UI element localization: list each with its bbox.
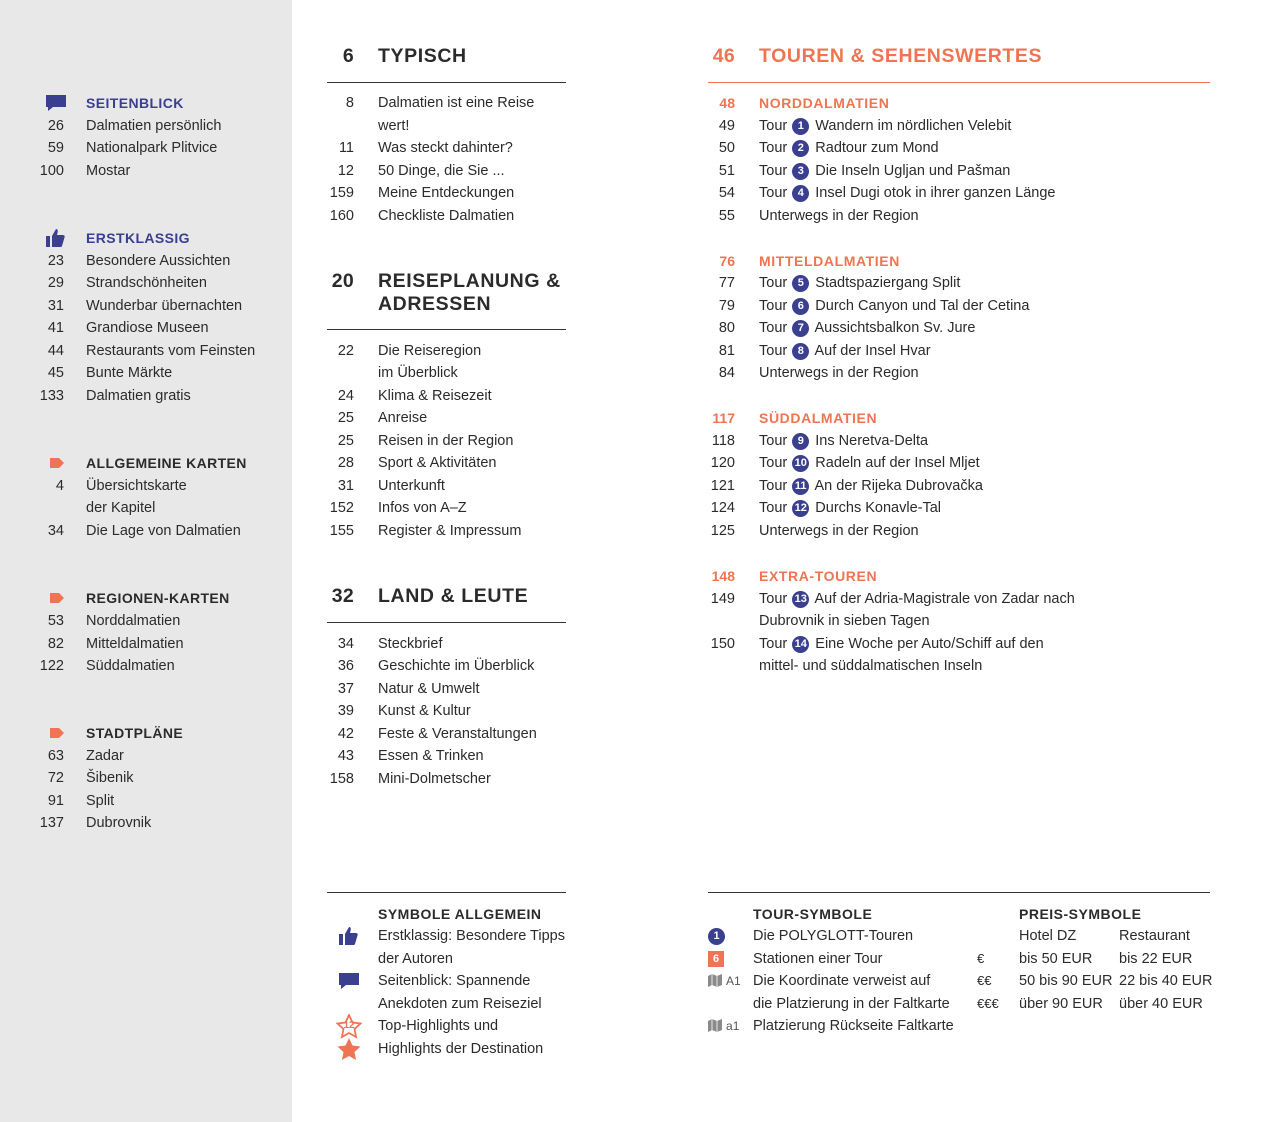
item-label: Wunderbar übernachten	[86, 298, 243, 314]
region-page-number: 148	[711, 568, 735, 584]
price-restaurant: über 40 EUR	[1119, 996, 1203, 1012]
page-number: 100	[39, 163, 64, 179]
item-label: An der Rijeka Dubrovačka	[814, 478, 983, 494]
page-number: 12	[337, 163, 354, 179]
tour-number-badge: 14	[792, 636, 809, 653]
item-label: Meine Entdeckungen	[378, 185, 515, 201]
item-label: Dalmatien ist eine Reise	[378, 95, 535, 111]
tour-word: Tour	[759, 320, 788, 336]
item-label: Dalmatien gratis	[86, 388, 191, 404]
item-label: Norddalmatien	[86, 613, 181, 629]
item-label: Radeln auf der Insel Mljet	[815, 455, 980, 471]
tour-word: Tour	[759, 163, 788, 179]
item-label: Zadar	[86, 748, 124, 764]
item-label: Sport & Aktivitäten	[378, 455, 497, 471]
list-item[interactable]	[0, 745, 700, 767]
page-number: 80	[718, 320, 735, 336]
tour-item[interactable]	[0, 160, 1275, 182]
section-page-number: 46	[712, 45, 735, 67]
tour-number-badge: 4	[792, 185, 809, 202]
region-page-number: 76	[719, 253, 735, 269]
price-hotel: über 90 EUR	[1019, 996, 1103, 1012]
region-title-sueddalmatien[interactable]: SÜDDALMATIEN	[759, 410, 878, 426]
item-label: Dubrovnik	[86, 815, 152, 831]
item-label: Mitteldalmatien	[86, 636, 184, 652]
page-number: 55	[718, 208, 735, 224]
tour-word: Tour	[759, 298, 788, 314]
list-item[interactable]	[0, 362, 1275, 384]
price-hotel: 50 bis 90 EUR	[1019, 973, 1113, 989]
section-title-reiseplanung[interactable]: REISEPLANUNG &	[378, 270, 561, 292]
section-page-number: 32	[331, 585, 354, 607]
tour-item[interactable]	[0, 588, 1275, 610]
page-number: 118	[711, 433, 735, 449]
page-number: 152	[329, 500, 354, 516]
tour-number-badge: 5	[792, 275, 809, 292]
page-number: 120	[710, 455, 735, 471]
page-number: 81	[718, 343, 735, 359]
tour-word: Tour	[759, 118, 788, 134]
legend-title-tour-symbole: TOUR-SYMBOLE	[753, 906, 873, 922]
item-label: Restaurants vom Feinsten	[86, 343, 256, 359]
legend-text: Die POLYGLOTT-Touren	[753, 928, 914, 944]
coordinate-label: a1	[726, 1019, 740, 1033]
item-label: Register & Impressum	[378, 523, 522, 539]
item-label: Besondere Aussichten	[86, 253, 231, 269]
legend-text: die Platzierung in der Faltkarte	[753, 996, 950, 1012]
list-item[interactable]	[0, 205, 1275, 227]
page-number: 124	[710, 500, 735, 516]
page-number: 23	[47, 253, 64, 269]
tour-item[interactable]	[0, 137, 1275, 159]
map-icon	[708, 1017, 722, 1039]
item-label: Auf der Insel Hvar	[814, 343, 931, 359]
page-number: 31	[337, 478, 354, 494]
item-label: 50 Dinge, die Sie ...	[378, 163, 505, 179]
section-title-stadtplaene[interactable]: STADTPLÄNE	[86, 725, 184, 741]
page-number: 158	[329, 771, 354, 787]
divider	[708, 82, 1210, 83]
tour-number-badge: 6	[792, 298, 809, 315]
tour-word: Tour	[759, 455, 788, 471]
tour-word: Tour	[759, 343, 788, 359]
item-label: Essen & Trinken	[378, 748, 484, 764]
tour-number-badge: 1	[792, 118, 809, 135]
page-number: 72	[47, 770, 64, 786]
price-restaurant: bis 22 EUR	[1119, 951, 1193, 967]
price-symbol: €€€	[977, 996, 999, 1011]
divider	[327, 82, 566, 83]
page-number: 160	[329, 208, 354, 224]
list-item[interactable]	[0, 812, 292, 834]
item-label: Split	[86, 793, 115, 809]
tour-word: Tour	[759, 500, 788, 516]
section-title-erstklassig[interactable]: ERSTKLASSIG	[86, 230, 190, 246]
tour-number-badge: 9	[792, 433, 809, 450]
section-page-number: 6	[342, 45, 354, 67]
item-label: Radtour zum Mond	[815, 140, 939, 156]
tour-word: Tour	[759, 140, 788, 156]
page-number: 4	[55, 478, 64, 494]
region-title-extra-touren[interactable]: EXTRA-TOUREN	[759, 568, 878, 584]
page-number: 150	[710, 636, 735, 652]
item-label: der Kapitel	[86, 500, 156, 516]
section-title-allgemeine-karten[interactable]: ALLGEMEINE KARTEN	[86, 455, 247, 471]
item-label: Unterwegs in der Region	[759, 208, 919, 224]
price-header-hotel: Hotel DZ	[1019, 928, 1077, 944]
tour-word: Tour	[759, 185, 788, 201]
legend-symbol	[708, 948, 738, 970]
page-number: 91	[47, 793, 64, 809]
tour-item[interactable]	[0, 295, 1275, 317]
price-header-restaurant: Restaurant	[1119, 928, 1190, 944]
tour-item[interactable]	[0, 340, 1275, 362]
item-label: Šibenik	[86, 770, 134, 786]
region-page-number: 48	[719, 95, 735, 111]
star-number: 12	[343, 1020, 355, 1031]
item-label: Klima & Reisezeit	[378, 388, 492, 404]
item-label: Checkliste Dalmatien	[378, 208, 515, 224]
page-number: 159	[329, 185, 354, 201]
section-title-land-leute[interactable]: LAND & LEUTE	[378, 585, 529, 607]
region-page-number: 117	[712, 410, 735, 426]
page-number: 44	[47, 343, 64, 359]
item-label: Was steckt dahinter?	[378, 140, 513, 156]
tour-item[interactable]	[0, 317, 1275, 339]
list-item[interactable]	[0, 790, 292, 812]
tour-item-continuation	[0, 610, 1275, 632]
item-label: Aussichtsbalkon Sv. Jure	[814, 320, 976, 336]
section-page-number: 20	[331, 270, 354, 292]
tour-item[interactable]	[0, 452, 1275, 474]
legend-text: Highlights der Destination	[378, 1041, 544, 1057]
item-label: Insel Dugi otok in ihrer ganzen Länge	[815, 185, 1056, 201]
page-number: 8	[345, 95, 354, 111]
legend-title-preis-symbole: PREIS-SYMBOLE	[1019, 906, 1142, 922]
page-number: 24	[337, 388, 354, 404]
legend-text: der Autoren	[378, 951, 453, 967]
page-number: 26	[47, 118, 64, 134]
section-title-reiseplanung-line2: ADRESSEN	[378, 293, 492, 315]
page-number: 37	[337, 681, 354, 697]
page-number: 155	[329, 523, 354, 539]
legend-text: Die Koordinate verweist auf	[753, 973, 931, 989]
item-label: Geschichte im Überblick	[378, 658, 535, 674]
item-label: Mini-Dolmetscher	[378, 771, 491, 787]
page-number: 122	[39, 658, 64, 674]
list-item[interactable]	[0, 700, 700, 722]
page-number: 149	[710, 591, 735, 607]
page-number: 28	[337, 455, 354, 471]
page-number: 42	[337, 726, 354, 742]
list-item[interactable]	[0, 250, 292, 272]
page-number: 137	[39, 815, 64, 831]
item-label: Mostar	[86, 163, 131, 179]
item-label: Auf der Adria-Magistrale von Zadar nach	[814, 591, 1075, 607]
page-number: 22	[337, 343, 354, 359]
item-label: Ins Neretva-Delta	[815, 433, 929, 449]
page-number: 29	[47, 275, 64, 291]
item-label: Süddalmatien	[86, 658, 175, 674]
item-label: Natur & Umwelt	[378, 681, 480, 697]
tour-item[interactable]	[0, 430, 1275, 452]
page-number: 11	[338, 140, 354, 156]
legend-text: Seitenblick: Spannende	[378, 973, 531, 989]
list-item[interactable]	[0, 385, 700, 407]
price-symbol: €€	[977, 973, 992, 988]
tour-number-badge: 10	[792, 455, 809, 472]
page-number: 82	[47, 636, 64, 652]
region-title-mitteldalmatien[interactable]: MITTELDALMATIEN	[759, 253, 900, 269]
tour-word: Tour	[759, 636, 788, 652]
page-number: 133	[39, 388, 64, 404]
tour-word: Tour	[759, 591, 788, 607]
legend-text: Erstklassig: Besondere Tipps	[378, 928, 565, 944]
item-label: Eine Woche per Auto/Schiff auf den	[815, 636, 1044, 652]
thumbs-up-icon	[45, 227, 67, 249]
item-label: Bunte Märkte	[86, 365, 173, 381]
item-label: Durch Canyon und Tal der Cetina	[815, 298, 1030, 314]
tour-word: Tour	[759, 433, 788, 449]
list-item[interactable]	[0, 723, 700, 745]
tour-number-badge: 11	[792, 478, 809, 495]
legend-title-symbole-allgemein: SYMBOLE ALLGEMEIN	[378, 906, 542, 922]
item-label: Dalmatien persönlich	[86, 118, 222, 134]
page-number: 49	[718, 118, 735, 134]
list-item[interactable]	[0, 92, 700, 114]
item-label: Unterwegs in der Region	[759, 365, 919, 381]
tour-number-badge: 3	[792, 163, 809, 180]
map-icon	[708, 972, 722, 994]
page-number: 84	[718, 365, 735, 381]
item-label: im Überblick	[378, 365, 458, 381]
star-icon	[336, 1037, 362, 1063]
item-label: Steckbrief	[378, 636, 443, 652]
tour-item[interactable]	[0, 115, 1275, 137]
divider	[708, 892, 1210, 893]
page-number: 59	[47, 140, 64, 156]
page-number: 31	[47, 298, 64, 314]
list-item[interactable]	[0, 520, 1275, 542]
page-number: 25	[337, 433, 354, 449]
legend-symbol	[708, 925, 738, 947]
region-title-norddalmatien[interactable]: NORDDALMATIEN	[759, 95, 890, 111]
tour-number-badge: 13	[792, 591, 809, 608]
item-label: Die Inseln Ugljan und Pašman	[815, 163, 1011, 179]
tour-number-badge: 12	[792, 500, 809, 517]
page-number: 63	[47, 748, 64, 764]
section-title-touren[interactable]: TOUREN & SEHENSWERTES	[759, 45, 1043, 67]
page-number: 50	[718, 140, 735, 156]
page-number: 41	[47, 320, 64, 336]
item-label: Reisen in der Region	[378, 433, 514, 449]
item-label: Nationalpark Plitvice	[86, 140, 218, 156]
page-number: 53	[47, 613, 64, 629]
page-number: 54	[718, 185, 735, 201]
legend-text: Platzierung Rückseite Faltkarte	[753, 1018, 954, 1034]
price-symbol: €	[977, 951, 985, 966]
item-label: Übersichtskarte	[86, 478, 187, 494]
page-number: 51	[718, 163, 735, 179]
tour-number-badge: 1	[708, 928, 725, 945]
item-label: Die Lage von Dalmatien	[86, 523, 241, 539]
list-item[interactable]	[0, 678, 700, 700]
divider	[327, 892, 566, 893]
item-label: Durchs Konavle-Tal	[815, 500, 942, 516]
legend-symbol	[708, 970, 748, 992]
section-title-typisch[interactable]: TYPISCH	[378, 45, 467, 67]
coordinate-label: A1	[726, 974, 741, 988]
page-number: 25	[337, 410, 354, 426]
tour-number-badge: 2	[792, 140, 809, 157]
page-number: 34	[47, 523, 64, 539]
item-label: Feste & Veranstaltungen	[378, 726, 537, 742]
page-number: 43	[337, 748, 354, 764]
page-number: 125	[710, 523, 735, 539]
page-number: 45	[47, 365, 64, 381]
tour-item[interactable]	[0, 633, 1275, 655]
item-label: Infos von A–Z	[378, 500, 467, 516]
page-number: 36	[337, 658, 354, 674]
tour-word: Tour	[759, 478, 788, 494]
legend-text: Stationen einer Tour	[753, 951, 883, 967]
speech-bubble-icon	[338, 970, 360, 992]
item-label: Stadtspaziergang Split	[815, 275, 961, 291]
item-label: Anreise	[378, 410, 428, 426]
section-title-regionen-karten[interactable]: REGIONEN-KARTEN	[86, 590, 230, 606]
item-label: Kunst & Kultur	[378, 703, 471, 719]
page-number: 34	[337, 636, 354, 652]
item-label: Unterkunft	[378, 478, 445, 494]
page-number: 121	[710, 478, 735, 494]
legend-symbol	[708, 1015, 748, 1037]
page-number: 77	[718, 275, 735, 291]
tour-item[interactable]	[0, 497, 1275, 519]
tour-number-badge: 7	[792, 320, 809, 337]
tour-item-continuation	[0, 655, 1275, 677]
tour-item[interactable]	[0, 475, 1275, 497]
tour-word: Tour	[759, 275, 788, 291]
station-badge: 6	[708, 951, 724, 967]
item-label: Die Reiseregion	[378, 343, 482, 359]
item-label: Strandschönheiten	[86, 275, 207, 291]
item-label: Wandern im nördlichen Velebit	[815, 118, 1012, 134]
item-label: wert!	[378, 118, 410, 134]
section-title-seitenblick[interactable]: SEITENBLICK	[86, 95, 184, 111]
tour-item[interactable]	[0, 272, 1275, 294]
item-label: Dubrovnik in sieben Tagen	[759, 613, 930, 629]
list-item[interactable]	[0, 768, 700, 790]
thumbs-up-icon	[338, 925, 360, 947]
item-label: mittel- und süddalmatischen Inseln	[759, 658, 983, 674]
legend-text: Anekdoten zum Reiseziel	[378, 996, 542, 1012]
tour-number-badge: 8	[792, 343, 809, 360]
tour-item[interactable]	[0, 182, 1275, 204]
page-number: 79	[718, 298, 735, 314]
price-hotel: bis 50 EUR	[1019, 951, 1093, 967]
price-restaurant: 22 bis 40 EUR	[1119, 973, 1213, 989]
list-item[interactable]	[0, 407, 700, 429]
legend-text: Top-Highlights und	[378, 1018, 499, 1034]
item-label: Grandiose Museen	[86, 320, 209, 336]
item-label: Unterwegs in der Region	[759, 523, 919, 539]
page-number: 39	[337, 703, 354, 719]
